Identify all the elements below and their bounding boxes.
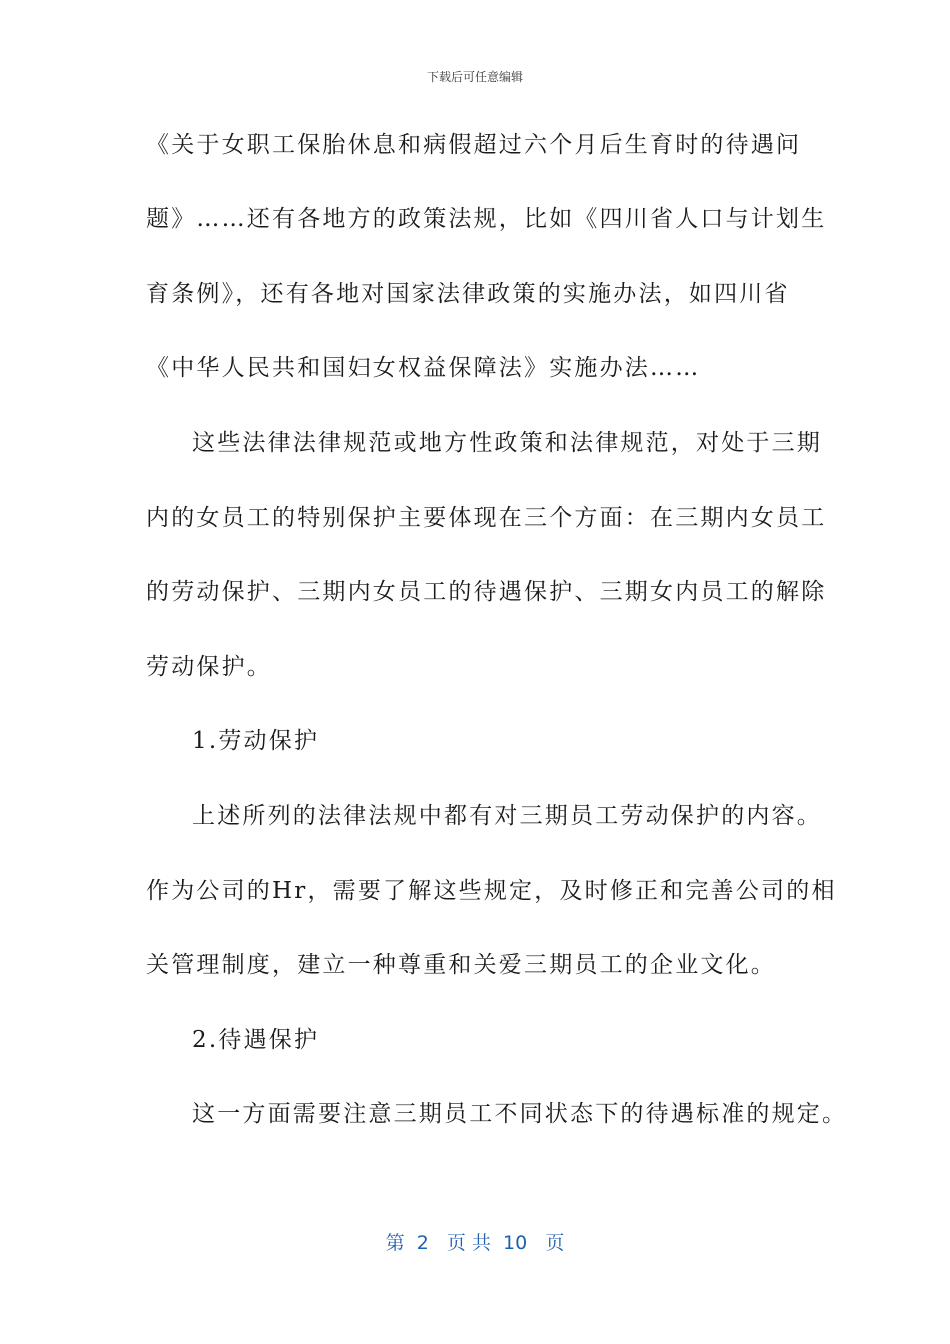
paragraph-line: 内的女员工的特别保护主要体现在三个方面：在三期内女员工 [146, 505, 827, 531]
paragraph-line: 这些法律法律规范或地方性政策和法律规范，对处于三期 [192, 430, 822, 456]
paragraph-line: 上述所列的法律法规中都有对三期员工劳动保护的内容。 [192, 803, 822, 829]
paragraph-line: 作为公司的Hr，需要了解这些规定，及时修正和完善公司的相 [146, 878, 837, 904]
paragraph-line: 《中华人民共和国妇女权益保障法》实施办法…… [146, 355, 701, 381]
header-note: 下载后可任意编辑 [426, 70, 523, 84]
paragraph-line: 《关于女职工保胎休息和病假超过六个月后生育时的待遇问 [146, 132, 802, 158]
paragraph-line: 育条例》，还有各地对国家法律政策的实施办法，如四川省 [146, 281, 790, 307]
section-heading: 1.劳动保护 [192, 728, 320, 754]
paragraph-line: 关管理制度，建立一种尊重和关爱三期员工的企业文化。 [146, 952, 776, 978]
page-number: 第 2 页 共 10 页 [385, 1232, 565, 1254]
paragraph-line: 劳动保护。 [146, 654, 272, 680]
paragraph-line: 这一方面需要注意三期员工不同状态下的待遇标准的规定。 [192, 1101, 848, 1127]
paragraph-line: 的劳动保护、三期内女员工的待遇保护、三期女内员工的解除 [146, 579, 827, 605]
section-heading: 2.待遇保护 [192, 1027, 320, 1053]
paragraph-line: 题》……还有各地方的政策法规，比如《四川省人口与计划生 [146, 206, 827, 232]
